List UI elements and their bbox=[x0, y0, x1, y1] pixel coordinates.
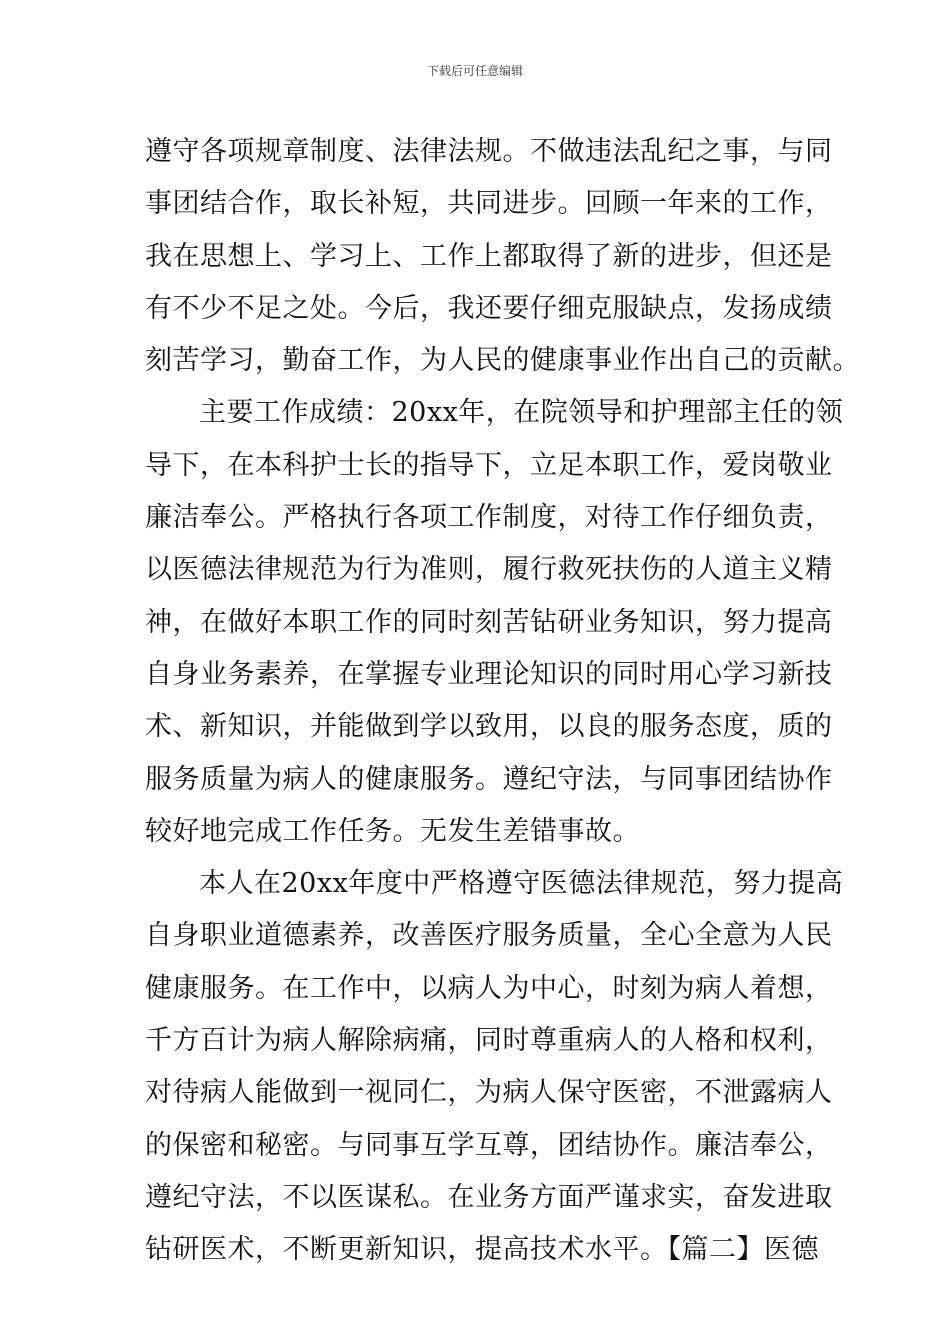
page-header: 下载后可任意编辑 bbox=[426, 64, 523, 78]
text-line: 事团结合作，取长补短，共同进步。回顾一年来的工作， bbox=[145, 188, 833, 220]
text-line: 导下，在本科护士长的指导下，立足本职工作，爱岗敬业 bbox=[145, 449, 833, 481]
paragraph-first-line: 本人在20xx年度中严格遵守医德法律规范，努力提高 bbox=[199, 868, 844, 900]
text-line: 遵纪守法，不以医谋私。在业务方面严谨求实，奋发进取 bbox=[145, 1181, 833, 1213]
text-line: 有不少不足之处。今后，我还要仔细克服缺点，发扬成绩 bbox=[145, 292, 833, 324]
text-line: 千方百计为病人解除病痛，同时尊重病人的人格和权利， bbox=[145, 1025, 833, 1057]
paragraph-last-line: 较好地完成工作任务。无发生差错事故。 bbox=[145, 815, 640, 847]
text-line: 健康服务。在工作中，以病人为中心，时刻为病人着想， bbox=[145, 972, 833, 1004]
text-line: 刻苦学习，勤奋工作，为人民的健康事业作出自己的贡献。 bbox=[145, 345, 860, 377]
text-line: 术、新知识，并能做到学以致用，以良的服务态度，质的 bbox=[145, 711, 833, 743]
text-line: 自身职业道德素养，改善医疗服务质量，全心全意为人民 bbox=[145, 920, 833, 952]
text-line: 以医德法律规范为行为准则，履行救死扶伤的人道主义精 bbox=[145, 554, 833, 586]
document-body bbox=[145, 126, 860, 1277]
text-line: 的保密和秘密。与同事互学互尊，团结协作。廉洁奉公， bbox=[145, 1129, 833, 1161]
text-line: 钻研医术，不断更新知识，提高技术水平。【篇二】医德 bbox=[145, 1234, 819, 1266]
text-line: 服务质量为病人的健康服务。遵纪守法，与同事团结协作 bbox=[145, 763, 833, 795]
text-line: 神，在做好本职工作的同时刻苦钻研业务知识，努力提高 bbox=[145, 606, 833, 638]
text-line: 遵守各项规章制度、法律法规。不做违法乱纪之事，与同 bbox=[145, 136, 833, 167]
text-line: 廉洁奉公。严格执行各项工作制度，对待工作仔细负责， bbox=[145, 502, 833, 534]
paragraph-first-line: 主要工作成绩：20xx年，在院领导和护理部主任的领 bbox=[199, 397, 844, 429]
text-line: 自身业务素养，在掌握专业理论知识的同时用心学习新技 bbox=[145, 658, 833, 690]
text-line: 我在思想上、学习上、工作上都取得了新的进步，但还是 bbox=[145, 240, 833, 272]
text-line: 对待病人能做到一视同仁，为病人保守医密，不泄露病人 bbox=[145, 1077, 833, 1109]
